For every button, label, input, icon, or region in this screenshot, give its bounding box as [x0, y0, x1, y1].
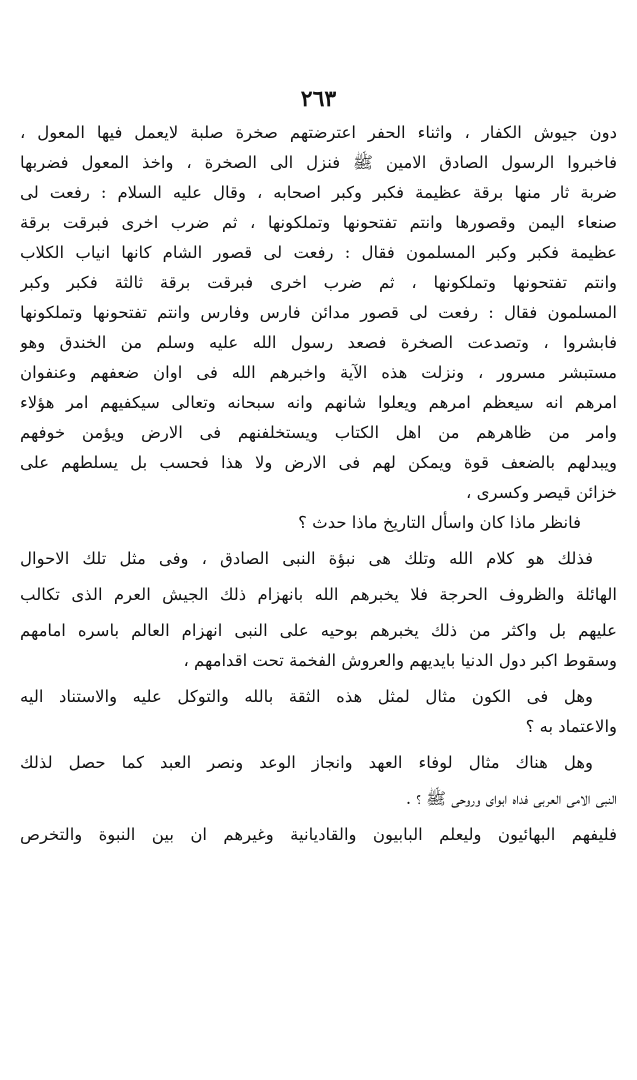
- text-line: دون جيوش الكفار ، واثناء الحفر اعترضتهم صخرة صلبة لايعمل فيها المعول ،: [20, 123, 617, 142]
- text-line: عليهم بل واكثر من ذلك يخبرهم بوحيه على النبى انهزام العالم باسره امامهم: [20, 621, 617, 640]
- text-line: فاخبروا الرسول الصادق الامين ﷺ فنزل الى الصخرة ، واخذ المعول فضربها: [20, 153, 617, 172]
- text-line: وانتم تفتحونها وتملكونها ، ثم ضرب اخرى فبرقت برقة ثالثة فكبر وكبر: [20, 273, 617, 292]
- text-line: عظيمة فكبر وكبر المسلمون فقال : رفعت لى قصور الشام كانها انياب الكلاب: [20, 243, 617, 262]
- page-number: ٢٦٣: [300, 86, 337, 112]
- text-line: ويبدلهم بالضعف قوة ويمكن لهم فى الارض ولا هذا فحسب بل يسلطهم على: [20, 453, 617, 472]
- text-line: النبى الامى العربى فداه ابواى وروحى ﷺ ؟ .: [405, 789, 617, 808]
- body-text: [20, 118, 617, 850]
- text-line: وامر من ظاهرهم من اهل الكتاب ويستخلفنهم فى الارض ويؤمن خوفهم: [20, 423, 617, 442]
- text-line: الهائلة والظروف الحرجة فلا يخبرهم الله بانهزام ذلك الجيش العرم الذى تكالب: [20, 585, 617, 604]
- text-line: فذلك هو كلام الله وتلك هى نبؤة النبى الصادق ، وفى مثل تلك الاحوال: [20, 549, 594, 568]
- text-line: مستبشر مسرور ، ونزلت هذه الآية واخبرهم الله فى اوان ضعفهم وعنفوان: [20, 363, 617, 382]
- text-line: وهل هناك مثال لوفاء العهد وانجاز الوعد ونصر العبد كما حصل لذلك: [20, 753, 593, 772]
- text-line: ضربة ثار منها برقة عظيمة فكبر وكبر اصحابه ، وقال عليه السلام : رفعت لى: [20, 183, 617, 202]
- text-line: فابشروا ، وتصدعت الصخرة فصعد رسول الله عليه وسلم من الخندق وهو: [20, 333, 617, 352]
- text-line: خزائن قيصر وكسرى ،: [466, 483, 617, 502]
- text-line: فليفهم البهائيون وليعلم البابيون والقاديانية وغيرهم ان بين النبوة والتخرص: [20, 825, 617, 844]
- text-line: المسلمون فقال : رفعت لى قصور مدائن فارس وفارس وانتم تفتحونها وتملكونها: [20, 303, 617, 322]
- text-line: فانظر ماذا كان واسأل التاريخ ماذا حدث ؟: [298, 513, 581, 532]
- text-line: وهل فى الكون مثال لمثل هذه الثقة بالله والتوكل عليه والاستناد اليه: [20, 687, 593, 706]
- text-line: والاعتماد به ؟: [525, 717, 617, 736]
- text-line: صنعاء اليمن وقصورها وانتم تفتحونها وتملكونها ، ثم ضرب اخرى فبرقت برقة: [20, 213, 617, 232]
- text-line: امرهم انه سيعظم امرهم ويعلوا شانهم وانه سبحانه وتعالى سيكفيهم امر هؤلاء: [20, 393, 617, 412]
- text-line: وسقوط اكبر دول الدنيا بايديهم والعروش الفخمة تحت اقدامهم ،: [183, 651, 617, 670]
